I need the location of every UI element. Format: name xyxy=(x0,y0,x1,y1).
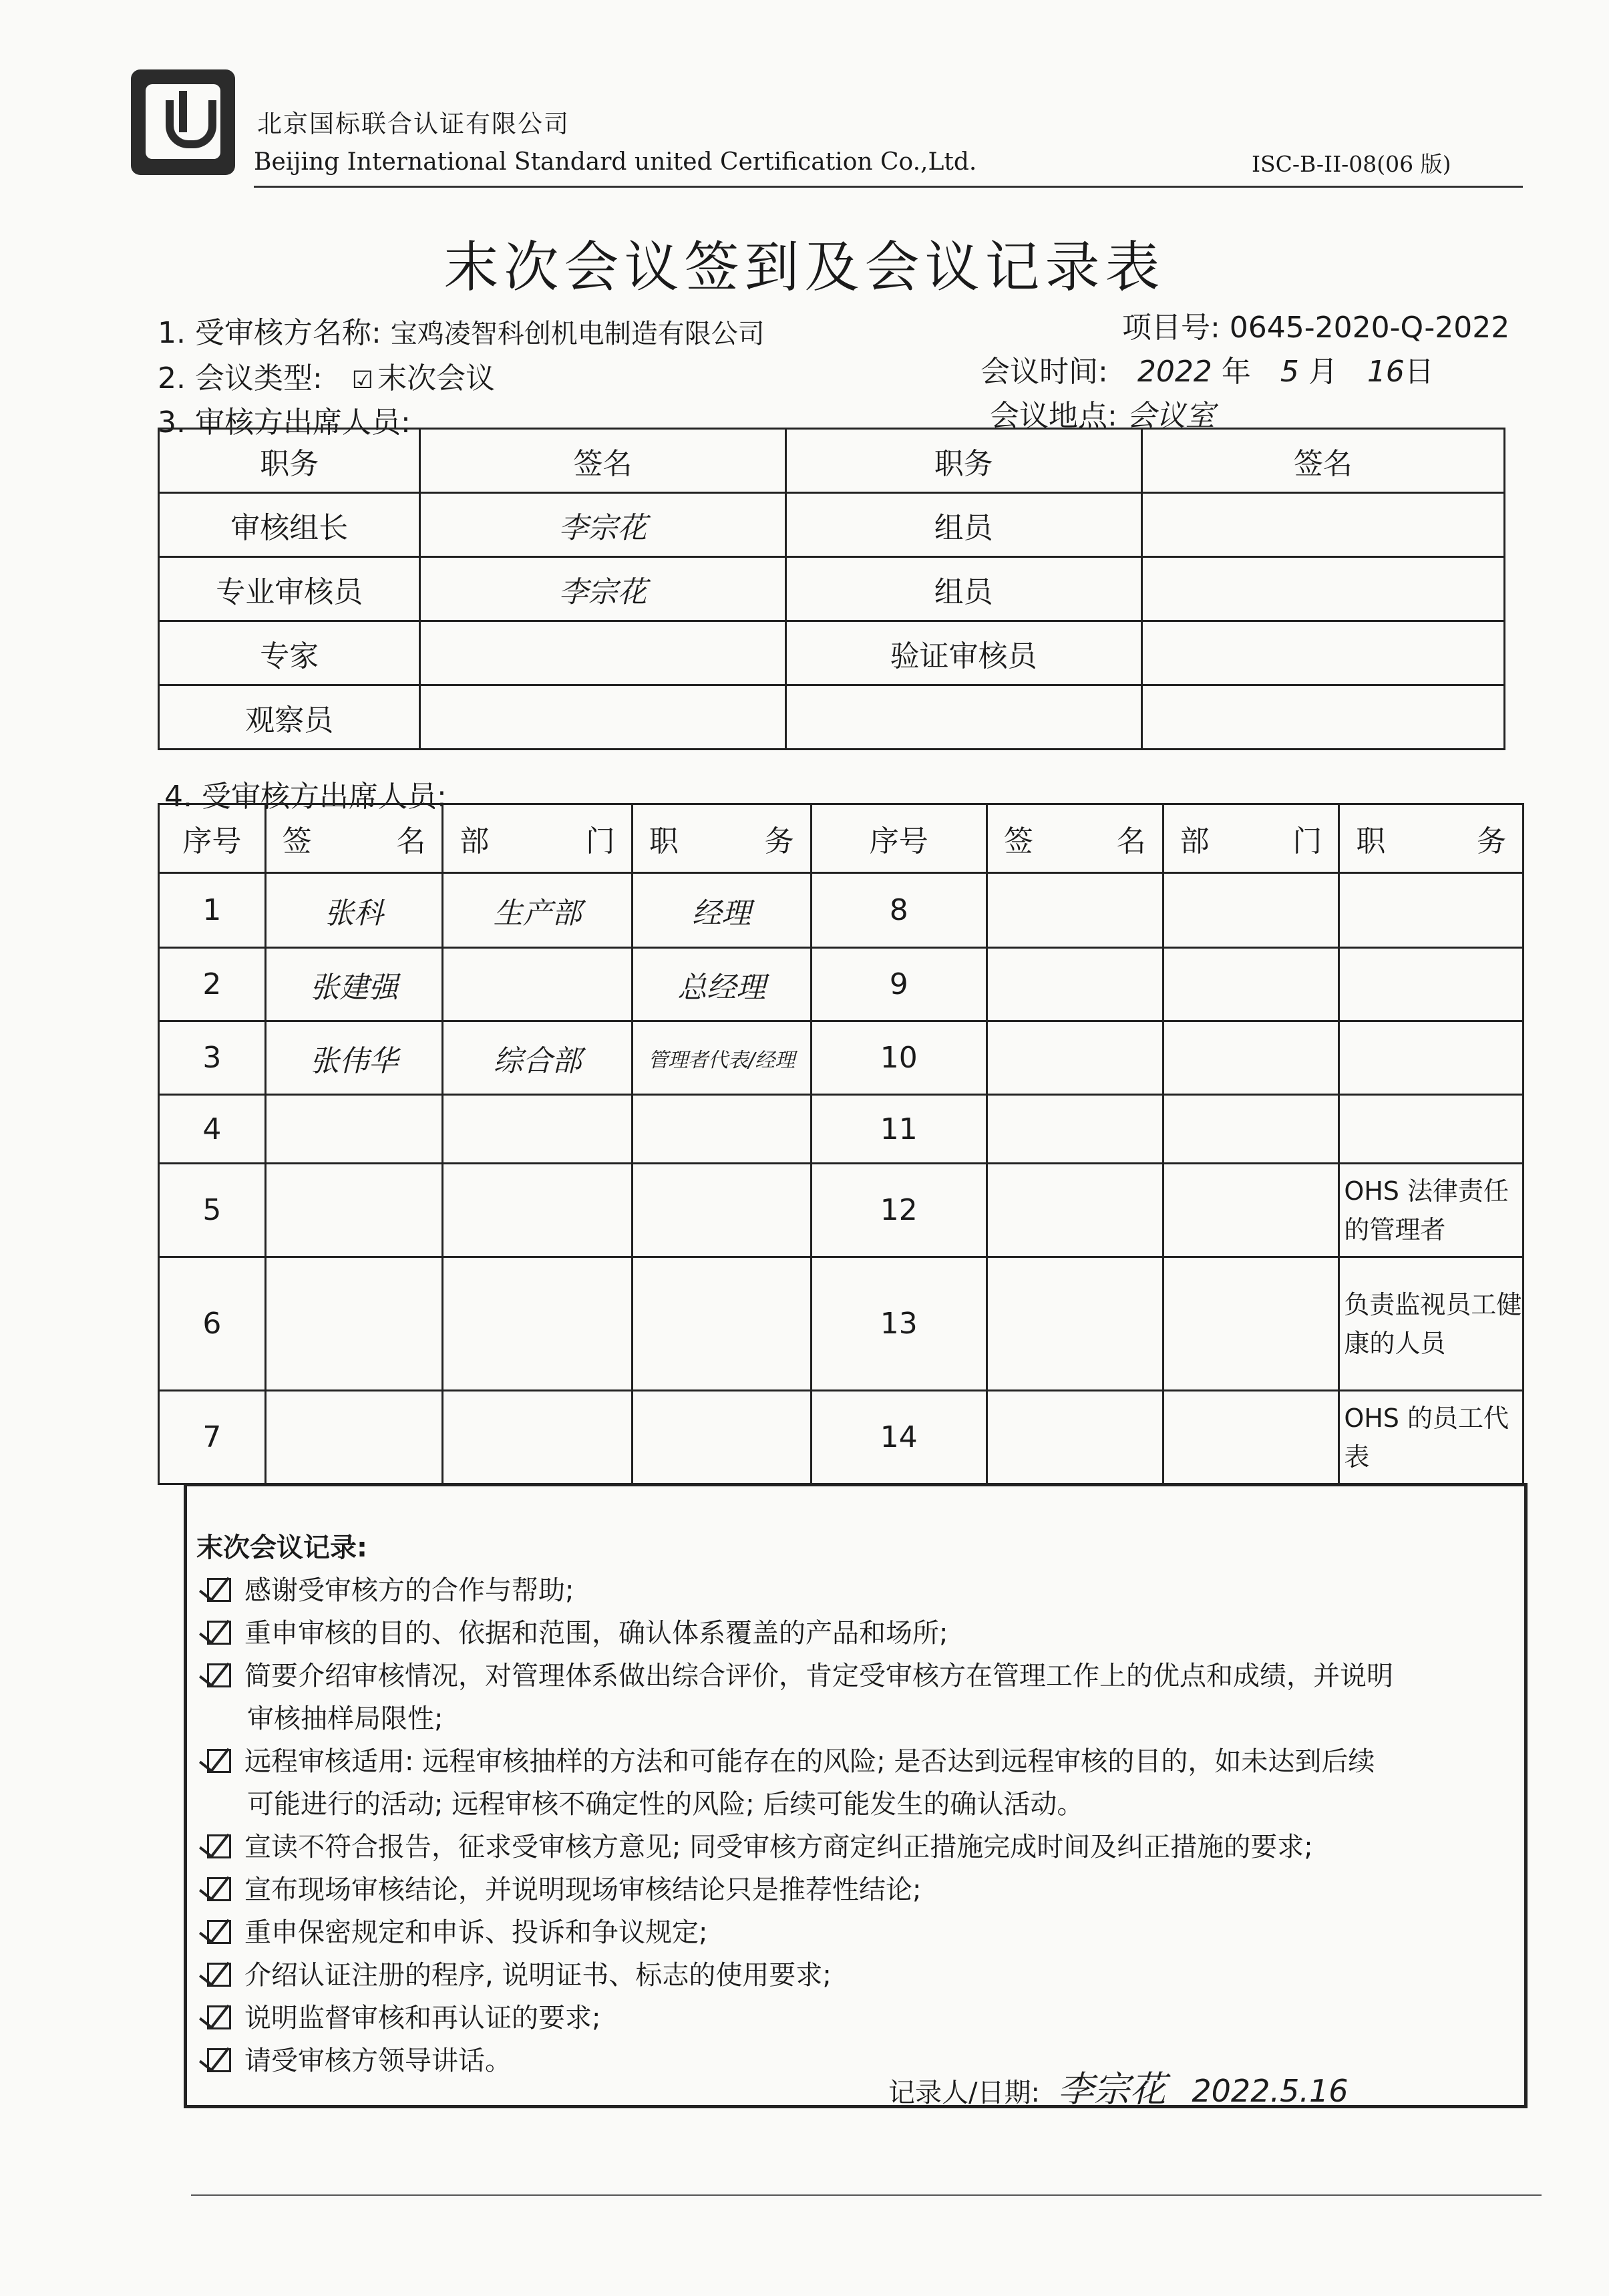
role-cell: 验证审核员 xyxy=(785,621,1141,685)
recorder-line xyxy=(888,2061,1349,2112)
table-row xyxy=(159,557,1505,621)
department-cell xyxy=(443,948,633,1021)
signature-cell: 张建强 xyxy=(265,948,443,1021)
minutes-item: 重申审核的目的、依据和范围，确认体系覆盖的产品和场所; xyxy=(207,1612,948,1655)
minutes-item: 请受审核方领导讲话。 xyxy=(207,2039,512,2082)
row-number: 5 xyxy=(159,1164,266,1257)
department-cell xyxy=(1163,1164,1339,1257)
title-cell: 负责监视员工健康的人员 xyxy=(1339,1257,1524,1391)
signature-cell xyxy=(987,1021,1164,1095)
signature-cell xyxy=(1141,493,1504,557)
signature-cell xyxy=(987,948,1164,1021)
table-row xyxy=(159,685,1505,750)
title-cell: OHS 的员工代表 xyxy=(1339,1391,1524,1484)
audited-org-value: 宝鸡凌智科创机电制造有限公司 xyxy=(390,319,765,349)
table-row xyxy=(159,873,1524,948)
department-cell xyxy=(1163,1095,1339,1164)
row-number: 1 xyxy=(159,873,266,948)
row-number: 3 xyxy=(159,1021,266,1095)
department-cell xyxy=(443,1257,633,1391)
signature-cell xyxy=(265,1095,443,1164)
department-cell xyxy=(1163,1391,1339,1484)
title-cell xyxy=(1339,1021,1524,1095)
checked-box-icon xyxy=(207,1663,231,1687)
meeting-month-unit: 月 xyxy=(1308,355,1338,389)
table-row xyxy=(159,1391,1524,1484)
checked-box-icon xyxy=(207,1963,231,1987)
role-cell: 专业审核员 xyxy=(159,557,420,621)
header-signature: 签名 xyxy=(420,429,785,493)
signature-cell xyxy=(265,1391,443,1484)
department-cell xyxy=(443,1095,633,1164)
title-cell xyxy=(1339,873,1524,948)
recorder-signature: 李宗花 xyxy=(1057,2068,1166,2110)
meeting-minutes-box xyxy=(184,1483,1528,2108)
signature-cell xyxy=(265,1164,443,1257)
checked-box-icon xyxy=(207,1920,231,1944)
header-divider xyxy=(254,186,1523,188)
signature-cell xyxy=(420,685,785,750)
signature-cell xyxy=(265,1257,443,1391)
meeting-place-label: 会议地点: xyxy=(990,399,1117,433)
department-cell: 综合部 xyxy=(443,1021,633,1095)
signature-cell: 张科 xyxy=(265,873,443,948)
minutes-item: 介绍认证注册的程序, 说明证书、标志的使用要求; xyxy=(207,1954,832,1997)
minutes-item: 简要介绍审核情况，对管理体系做出综合评价，肯定受审核方在管理工作上的优点和成绩，并说明 审核抽样局限性; xyxy=(207,1655,1393,1740)
department-cell xyxy=(443,1391,633,1484)
checked-box-icon xyxy=(207,1877,231,1901)
header-department: 部 门 xyxy=(443,804,633,873)
auditee-attendees-label: 4. 受审核方出席人员: xyxy=(164,780,447,814)
title-cell xyxy=(1339,948,1524,1021)
signature-cell xyxy=(1141,685,1504,750)
auditee-attendance-table xyxy=(158,803,1524,1485)
department-cell: 生产部 xyxy=(443,873,633,948)
title-cell xyxy=(632,1164,811,1257)
auditor-attendees-label: 3. 审核方出席人员: xyxy=(158,405,411,440)
footer-divider xyxy=(191,2194,1542,2196)
checked-box-icon xyxy=(207,1834,231,1858)
role-cell: 观察员 xyxy=(159,685,420,750)
signature-cell: 李宗花 xyxy=(420,557,785,621)
checked-box-icon xyxy=(207,1621,231,1645)
row-number: 10 xyxy=(811,1021,987,1095)
header-role: 职务 xyxy=(785,429,1141,493)
row-number: 6 xyxy=(159,1257,266,1391)
signature-cell xyxy=(987,1164,1164,1257)
minutes-item: 宣读不符合报告，征求受审核方意见; 同受审核方商定纠正措施完成时间及纠正措施的要求; xyxy=(207,1826,1313,1868)
title-cell: 总经理 xyxy=(632,948,811,1021)
checked-box-icon xyxy=(207,1749,231,1773)
row-number: 14 xyxy=(811,1391,987,1484)
checked-box-icon xyxy=(207,2048,231,2072)
table-row xyxy=(159,948,1524,1021)
company-name-cn: 北京国标联合认证有限公司 xyxy=(257,110,570,138)
signature-cell xyxy=(1141,621,1504,685)
meeting-day-handwritten: 16 xyxy=(1367,355,1405,389)
minutes-item: 重申保密规定和申诉、投诉和争议规定; xyxy=(207,1911,707,1954)
title-cell: 经理 xyxy=(632,873,811,948)
minutes-item: 宣布现场审核结论，并说明现场审核结论只是推荐性结论; xyxy=(207,1868,921,1911)
project-number: 项目号: 0645-2020-Q-2022 xyxy=(1122,311,1510,345)
role-cell: 组员 xyxy=(785,493,1141,557)
company-logo xyxy=(131,69,235,175)
header-signature: 签 名 xyxy=(987,804,1164,873)
signature-cell xyxy=(420,621,785,685)
row-number: 11 xyxy=(811,1095,987,1164)
signature-cell xyxy=(987,1095,1164,1164)
table-row xyxy=(159,621,1505,685)
signature-cell xyxy=(987,873,1164,948)
signature-cell xyxy=(1141,557,1504,621)
checkbox-icon: ☑ xyxy=(351,367,374,394)
row-number: 7 xyxy=(159,1391,266,1484)
checked-box-icon xyxy=(207,1578,231,1602)
department-cell xyxy=(1163,948,1339,1021)
meeting-time-line xyxy=(980,347,1434,390)
role-cell: 专家 xyxy=(159,621,420,685)
title-cell xyxy=(632,1095,811,1164)
meeting-day-unit: 日 xyxy=(1404,355,1434,389)
table-row xyxy=(159,493,1505,557)
title-cell xyxy=(1339,1095,1524,1164)
header-signature: 签 名 xyxy=(265,804,443,873)
checked-box-icon xyxy=(207,2005,231,2029)
meeting-type-line xyxy=(158,354,495,397)
department-cell xyxy=(1163,1021,1339,1095)
role-cell: 组员 xyxy=(785,557,1141,621)
header-title: 职 务 xyxy=(632,804,811,873)
row-number: 8 xyxy=(811,873,987,948)
table-row xyxy=(159,1095,1524,1164)
table-header-row xyxy=(159,429,1505,493)
minutes-item: 远程审核适用: 远程审核抽样的方法和可能存在的风险; 是否达到远程审核的目的，如未达到后续 可能进行的活动; 远程审核不确定性的风险; 后续可能发生的确认活动。 xyxy=(207,1740,1375,1826)
header-no: 序号 xyxy=(159,804,266,873)
table-row xyxy=(159,1257,1524,1391)
title-cell xyxy=(632,1391,811,1484)
meeting-type-value: 末次会议 xyxy=(377,361,496,395)
header-title: 职 务 xyxy=(1339,804,1524,873)
header-role: 职务 xyxy=(159,429,420,493)
form-code: ISC-B-II-08(06 版) xyxy=(1252,151,1451,177)
minutes-item: 感谢受审核方的合作与帮助; xyxy=(207,1569,574,1612)
recorder-date: 2022.5.16 xyxy=(1192,2073,1349,2109)
department-cell xyxy=(1163,1257,1339,1391)
title-cell: 管理者代表/经理 xyxy=(632,1021,811,1095)
page-title: 末次会议签到及会议记录表 xyxy=(443,236,1166,299)
row-number: 4 xyxy=(159,1095,266,1164)
audited-org-label: 1. 受审核方名称: xyxy=(158,316,381,350)
row-number: 12 xyxy=(811,1164,987,1257)
signature-cell xyxy=(987,1391,1164,1484)
header-signature: 签名 xyxy=(1141,429,1504,493)
minutes-heading: 末次会议记录: xyxy=(196,1532,367,1563)
header-department: 部 门 xyxy=(1163,804,1339,873)
title-cell xyxy=(632,1257,811,1391)
meeting-place-handwritten: 会议室 xyxy=(1126,399,1215,433)
audited-org-line xyxy=(158,309,765,351)
table-row xyxy=(159,1164,1524,1257)
header-no: 序号 xyxy=(811,804,987,873)
role-cell: 审核组长 xyxy=(159,493,420,557)
recorder-label: 记录人/日期: xyxy=(888,2078,1040,2108)
meeting-month-handwritten: 5 xyxy=(1280,355,1299,389)
company-name-en: Beijing International Standard united Certification Co.,Ltd. xyxy=(254,148,977,176)
minutes-item: 说明监督审核和再认证的要求; xyxy=(207,1997,600,2039)
row-number: 13 xyxy=(811,1257,987,1391)
meeting-year-unit: 年 xyxy=(1221,355,1251,389)
signature-cell: 李宗花 xyxy=(420,493,785,557)
title-cell: OHS 法律责任的管理者 xyxy=(1339,1164,1524,1257)
row-number: 9 xyxy=(811,948,987,1021)
table-row xyxy=(159,1021,1524,1095)
signature-cell: 张伟华 xyxy=(265,1021,443,1095)
auditor-attendance-table xyxy=(158,428,1505,750)
department-cell xyxy=(443,1164,633,1257)
role-cell xyxy=(785,685,1141,750)
signature-cell xyxy=(987,1257,1164,1391)
table-header-row xyxy=(159,804,1524,873)
row-number: 2 xyxy=(159,948,266,1021)
meeting-type-label: 2. 会议类型: xyxy=(158,361,323,395)
meeting-year-handwritten: 2022 xyxy=(1137,355,1212,389)
meeting-time-label: 会议时间: xyxy=(980,355,1108,389)
department-cell xyxy=(1163,873,1339,948)
